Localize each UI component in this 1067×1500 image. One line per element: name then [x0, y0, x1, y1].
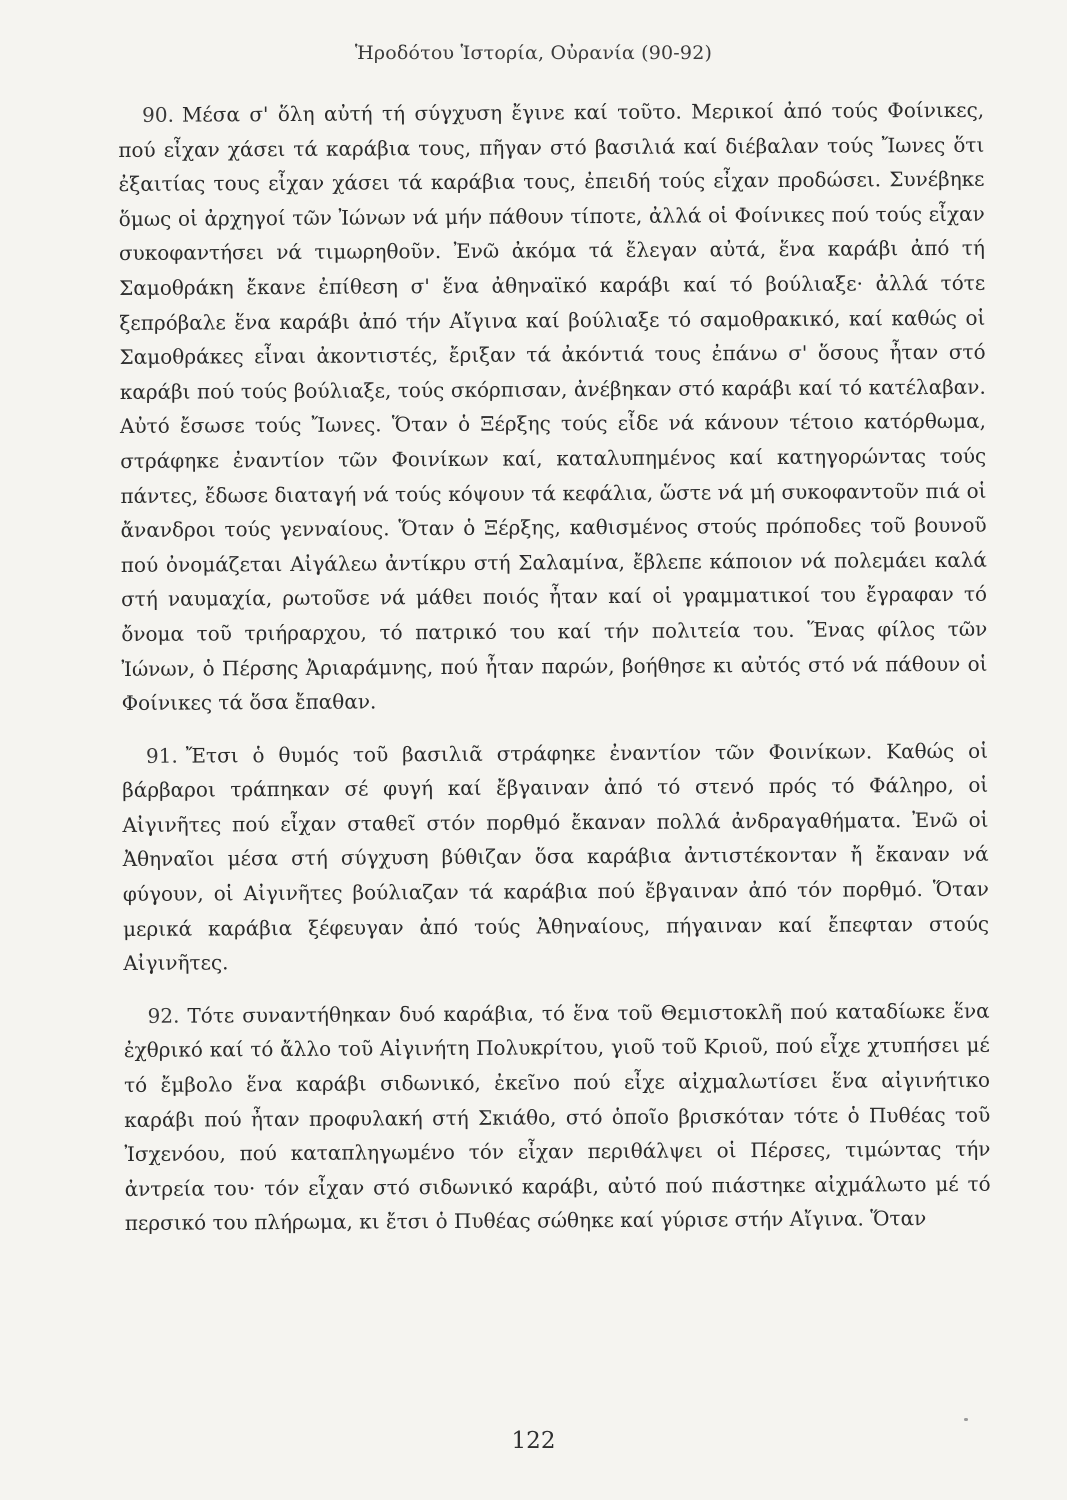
paragraph-90 [118, 93, 988, 721]
paragraph-text: Μέσα σ' ὅλη αὐτή τή σύγχυση ἔγινε καί τοῦτο. Μερικοί ἀπό τούς Φοίνικες, πού εἶχαν χάσει τά καράβια τους, πῆγαν στό βασιλιά καί διέβαλαν τούς Ἴωνες ὅτι ἐξαιτίας τους εἶχαν χάσει τά καράβια τους, ἐπειδή τούς εἶχαν προδώσει. Συνέβηκε ὅμως οἱ ἀρχηγοί τῶν Ἰώνων νά μήν πάθουν τίποτε, ἀλλά οἱ Φοίνικες πού τούς εἶχαν συκοφαντήσει νά τιμωρηθοῦν. Ἐνῶ ἀκόμα τά ἔλεγαν αὐτά, ἕνα καράβι ἀπό τή Σαμοθράκη ἔκανε ἐπίθεση σ' ἕνα ἀθηναϊκό καράβι καί τό βούλιαξε· ἀλλά τότε ξεπρόβαλε ἕνα καράβι ἀπό τήν Αἴγινα καί βούλιαξε τό σαμοθρακικό, καί καθώς οἱ Σαμοθράκες εἶναι ἀκοντιστές, ἔριξαν τά ἀκόντιά τους ἐπάνω σ' ὅσους ἦταν στό καράβι πού τούς βούλιαξε, τούς σκόρπισαν, ἀνέβηκαν στό καράβι καί τό κατέλαβαν. Αὐτό ἔσωσε τούς Ἴωνες. Ὅταν ὁ Ξέρξης τούς εἶδε νά κάνουν τέτοιο κατόρθωμα, στράφηκε ἐναντίον τῶν Φοινίκων καί, καταλυπημένος καί κατηγορώντας τούς πάντες, ἔδωσε διαταγή νά τούς κόψουν τά κεφάλια, ὥστε νά μή συκοφαντοῦν πιά οἱ ἄνανδροι τούς γενναίους. Ὅταν ὁ Ξέρξης, καθισμένος στούς πρόποδες τοῦ βουνοῦ πού ὀνομάζεται Αἰγάλεω ἀντίκρυ στή Σαλαμίνα, ἔβλεπε κάποιον νά πολεμάει καλά στή ναυμαχία, ρωτοῦσε νά μάθει ποιός ἦταν καί οἱ γραμματικοί του ἔγραφαν τό ὄνομα τοῦ τριήραρχου, τό πατρικό του καί τήν πολιτεία του. Ἕνας φίλος τῶν Ἰώνων, ὁ Πέρσης Ἀριαράμνης, πού ἦταν παρών, βοήθησε κι αὐτός στό νά πάθουν οἱ Φοίνικες τά ὅσα ἔπαθαν. [118, 97, 988, 716]
paper-speck [964, 1418, 968, 1421]
page-number: 122 [511, 1428, 556, 1454]
paragraph-92 [124, 994, 991, 1241]
paragraph-number: 91. [145, 743, 178, 768]
paragraph-text: Ἔτσι ὁ θυμός τοῦ βασιλιᾶ στράφηκε ἐναντίον τῶν Φοινίκων. Καθώς οἱ βάρβαροι τράπηκαν σέ φυγή καί ἔβγαιναν ἀπό τό στενό πρός τό Φάληρο, οἱ Αἰγινῆτες πού εἶχαν σταθεῖ στόν πορθμό ἔκαναν πολλά ἀνδραγαθήματα. Ἐνῶ οἱ Ἀθηναῖοι μέσα στή σύγχυση βύθιζαν ὅσα καράβια ἀντιστέκονταν ἤ ἔκαναν νά φύγουν, οἱ Αἰγινῆτες βούλιαζαν τά καράβια πού ἔβγαιναν ἀπό τόν πορθμό. Ὅταν μερικά καράβια ξέφευγαν ἀπό τούς Ἀθηναίους, πήγαιναν καί ἔπεφταν στούς Αἰγινῆτες. [122, 738, 990, 976]
paragraph-text: Τότε συναντήθηκαν δυό καράβια, τό ἕνα τοῦ Θεμιστοκλῆ πού καταδίωκε ἕνα ἐχθρικό καί τό ἄλλο τοῦ Αἰγινήτη Πολυκρίτου, γιοῦ τοῦ Κριοῦ, πού εἶχε χτυπήσει μέ τό ἔμβολο ἕνα καράβι σιδωνικό, ἐκεῖνο πού εἶχε αἰχμαλωτίσει ἕνα αἰγινήτικο καράβι πού ἦταν προφυλακή στή Σκιάθο, στό ὁποῖο βρισκόταν τότε ὁ Πυθέας τοῦ Ἰσχενόου, πού καταπληγωμένο τόν εἶχαν περιθάλψει οἱ Πέρσες, τιμώντας τήν ἀντρεία του· τόν εἶχαν στό σιδωνικό καράβι, αὐτό πού πιάστηκε αἰχμάλωτο μέ τό περσικό του πλήρωμα, κι ἔτσι ὁ Πυθέας σώθηκε καί γύρισε στήν Αἴγινα. Ὅταν [123, 998, 991, 1236]
paragraph-number: 92. [147, 1003, 180, 1028]
running-head: Ἡροδότου Ἱστορία, Οὐρανία (90-92) [354, 42, 713, 64]
body-text [118, 93, 991, 1241]
paragraph-91 [122, 733, 989, 980]
paragraph-number: 90. [142, 102, 174, 127]
